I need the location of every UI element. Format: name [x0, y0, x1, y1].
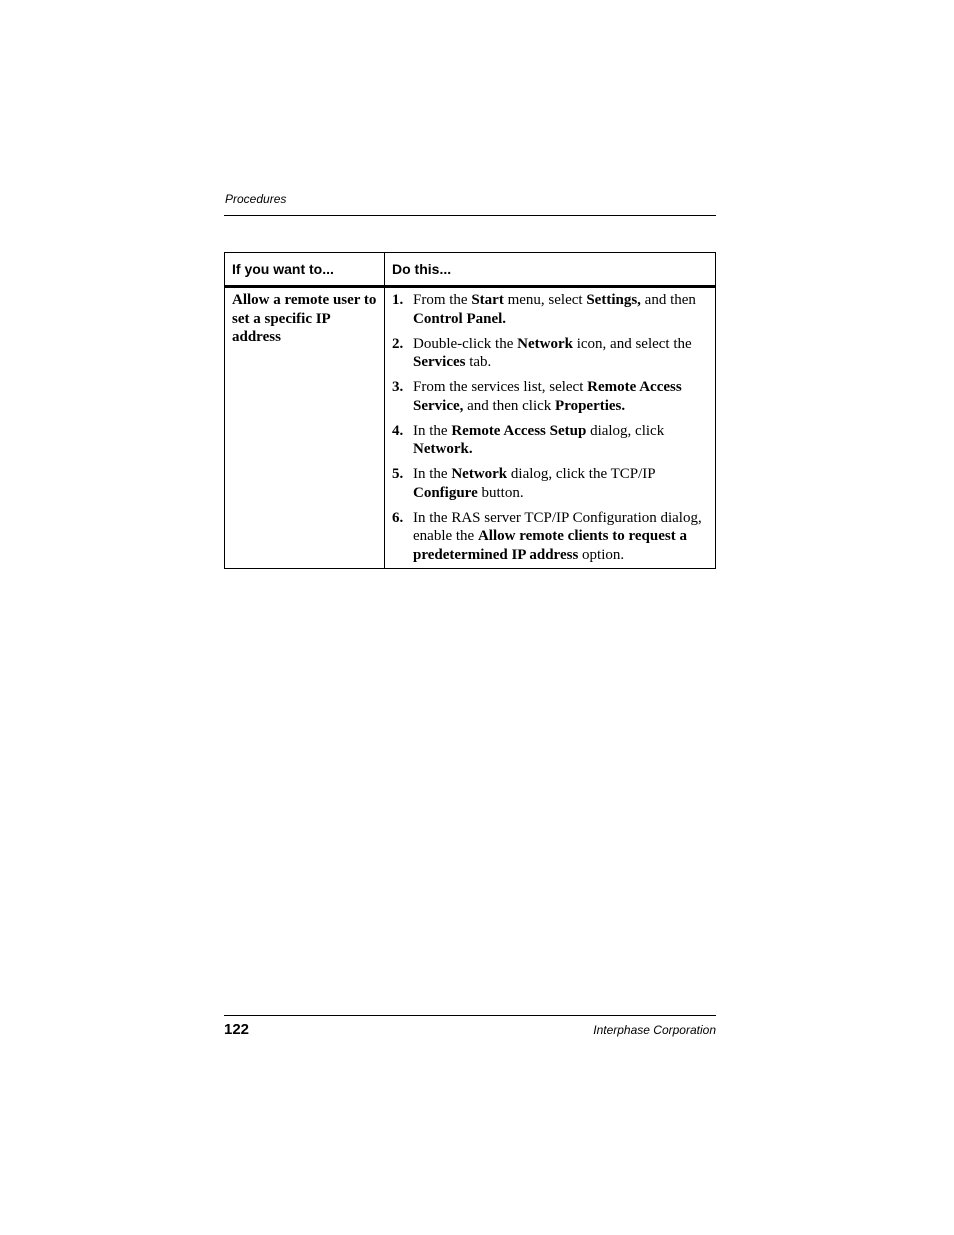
step-emphasis: Network — [517, 335, 573, 352]
step-run: button. — [477, 484, 524, 501]
step-item — [392, 291, 703, 328]
step-item — [392, 465, 703, 502]
page-number: 122 — [224, 1021, 250, 1038]
step-number: 6. — [392, 509, 404, 526]
step-emphasis: Network. — [413, 441, 473, 457]
step-emphasis: Start — [471, 292, 504, 308]
step-run: dialog, click the TCP/IP — [507, 466, 656, 482]
column-header-do: Do this... — [385, 253, 716, 287]
step-emphasis: Services — [413, 354, 466, 370]
step-list — [392, 291, 703, 564]
column-header-want: If you want to... — [225, 253, 385, 287]
step-emphasis: Remote Access Setup — [451, 422, 587, 439]
step-text — [413, 378, 703, 415]
step-run: tab. — [465, 354, 492, 370]
table-row — [225, 287, 716, 569]
step-run: Double-click the — [413, 335, 518, 352]
table-header-row — [225, 253, 716, 287]
step-number: 5. — [392, 466, 404, 482]
step-number: 1. — [392, 292, 404, 308]
step-text — [413, 335, 703, 372]
step-run: menu, select — [503, 292, 587, 308]
step-emphasis: Allow remote clients to request a predetermined IP address — [413, 528, 687, 563]
step-run: In the — [413, 422, 452, 439]
step-run: From the — [413, 292, 472, 308]
header-rule — [224, 215, 716, 216]
step-emphasis: Network — [451, 466, 508, 482]
procedure-table — [224, 252, 716, 569]
step-number: 4. — [392, 422, 404, 439]
steps-cell — [385, 287, 716, 569]
step-text — [413, 291, 703, 328]
step-item — [392, 335, 703, 372]
step-run: icon, and select the — [572, 335, 692, 352]
step-emphasis: Properties. — [555, 397, 626, 414]
step-number: 2. — [392, 335, 404, 352]
step-emphasis: Settings, — [586, 292, 641, 308]
step-run: In the — [413, 466, 452, 482]
step-item — [392, 509, 703, 565]
step-text — [413, 422, 703, 459]
step-run: option. — [578, 546, 625, 563]
running-head: Procedures — [225, 192, 287, 206]
step-run: In the RAS server TCP/IP Configuration dialog, enable the — [413, 509, 702, 544]
step-item — [392, 378, 703, 415]
step-text — [413, 465, 703, 502]
want-cell: Allow a remote user to set a specific IP address — [225, 287, 385, 569]
step-run: dialog, click — [586, 422, 665, 439]
step-run: From the services list, select — [413, 379, 588, 395]
step-text — [413, 509, 703, 565]
step-number: 3. — [392, 379, 404, 395]
step-run: and then — [640, 292, 696, 308]
step-run: and then click — [463, 397, 556, 414]
step-emphasis: Control Panel. — [413, 310, 507, 327]
footer-company: Interphase Corporation — [593, 1023, 716, 1037]
step-emphasis: Configure — [413, 484, 478, 501]
footer-rule — [224, 1015, 716, 1016]
step-emphasis: Remote Access Service, — [413, 379, 682, 414]
step-item — [392, 422, 703, 459]
